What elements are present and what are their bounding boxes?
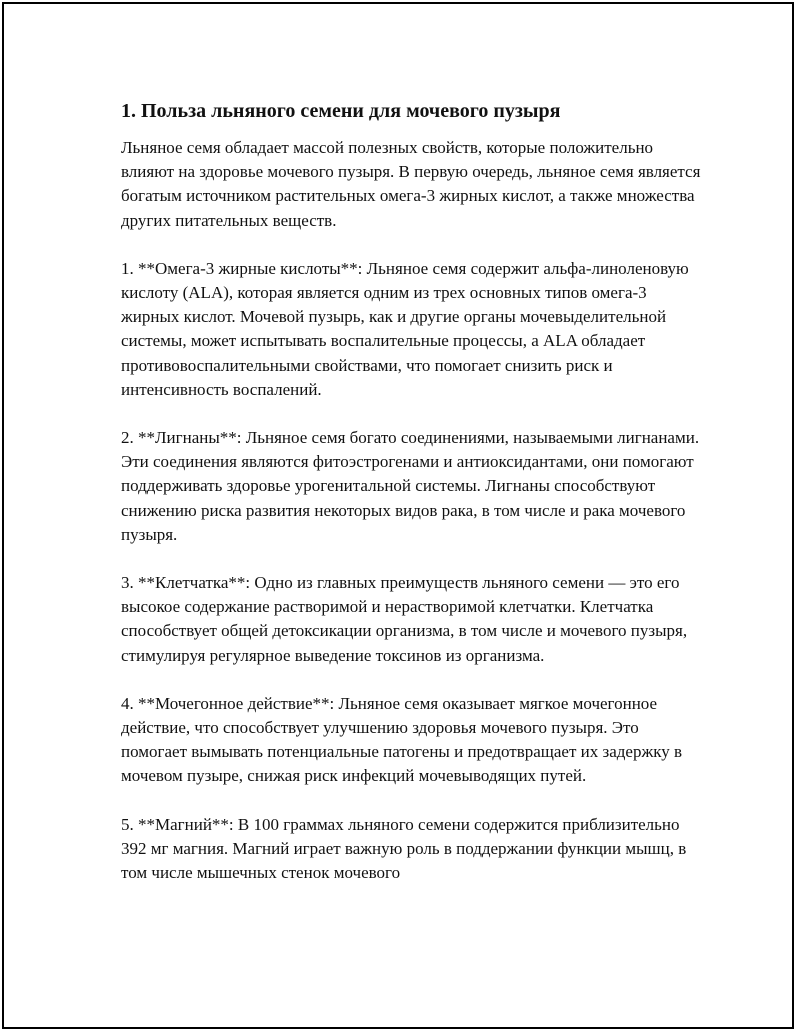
diuretic-paragraph: 4. **Мочегонное действие**: Льняное семя оказывает мягкое мочегонное действие, что способствует улучшению здоровья мочевого пузыря. Это помогает вымывать потенциальные патогены и предотвращает их задержку в мочевом пузыре, снижая риск инфекций мочевыводящих путей. bbox=[121, 693, 682, 786]
magnesium-paragraph: 5. **Магний**: В 100 граммах льняного семени содержится приблизительно 392 мг магния. Магний играет важную роль в поддержании функции мышц, в том числе мышечных стенок мочевого bbox=[121, 814, 687, 883]
document-body bbox=[121, 97, 701, 885]
fiber-paragraph: 3. **Клетчатка**: Одно из главных преимуществ льняного семени — это его высокое содержание растворимой и нерастворимой клетчатки. Клетчатка способствует общей детоксикации организма, в том числе и мочевого пузыря, стимулируя регулярное выведение токсинов из организма. bbox=[121, 573, 688, 665]
document-heading: 1. Польза льняного семени для мочевого пузыря bbox=[121, 100, 561, 122]
page-frame bbox=[2, 2, 794, 1029]
omega3-paragraph: 1. **Омега-3 жирные кислоты**: Льняное семя содержит альфа-линоленовую кислоту (ALA), которая является одним из трех основных типов омега-3 жирных кислот. Мочевой пузырь, как и другие органы мочевыделительной системы, может испытывать воспалительные процессы, а ALA обладает противовоспалительными свойствами, что помогает снизить риск и интенсивность воспалений. bbox=[121, 258, 689, 399]
intro-paragraph: Льняное семя обладает массой полезных свойств, которые положительно влияют на здоровье мочевого пузыря. В первую очередь, льняное семя является богатым источником растительных омега-3 жирных кислот, а также множества других питательных веществ. bbox=[121, 138, 701, 230]
lignans-paragraph: 2. **Лигнаны**: Льняное семя богато соединениями, называемыми лигнанами. Эти соединения являются фитоэстрогенами и антиоксидантами, они помогают поддерживать здоровье урогенитальной системы. Лигнаны способствуют снижению риска развития некоторых видов рака, в том числе и рака мочевого пузыря. bbox=[121, 428, 700, 544]
